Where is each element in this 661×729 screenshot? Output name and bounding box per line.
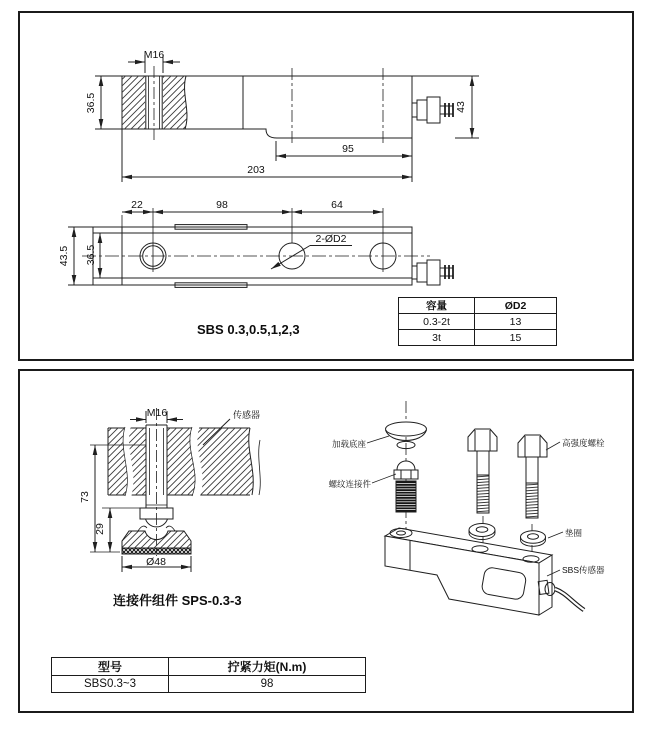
- exploded-assembly-view: [328, 401, 605, 615]
- torque-table: [51, 657, 366, 693]
- cable-connector-plan: [412, 260, 453, 285]
- dim-m16-foot: [130, 407, 183, 423]
- high-strength-bolt-label: 高强度螺栓: [562, 438, 605, 448]
- dim-label-365-side: 36.5: [85, 92, 97, 114]
- capacity-cell: 3t: [399, 330, 475, 346]
- dim-label-98: 98: [216, 199, 228, 211]
- table-row: [52, 676, 366, 693]
- sbs-sensor-label: SBS传感器: [562, 565, 605, 575]
- sensor-callout-label: 传感器: [233, 410, 261, 420]
- loading-pad-label: 加载底座: [331, 439, 366, 449]
- holes-callout: [271, 233, 352, 269]
- threaded-connector-label: 螺纹连接件: [328, 479, 371, 489]
- dim-label-43: 43: [455, 101, 467, 113]
- foot-base: [122, 531, 191, 548]
- dim-label-m16-foot: M16: [146, 407, 168, 419]
- dim-label-365-plan: 36.5: [85, 244, 97, 266]
- torque-header-cell: 拧紧力矩(N.m): [169, 658, 366, 676]
- hole-header-cell: ØD2: [475, 298, 557, 314]
- table-row: [399, 298, 557, 314]
- model-cell: SBS0.3~3: [52, 676, 169, 693]
- middle-bolt: [468, 429, 497, 513]
- assembly-caption: 连接件组件 SPS-0.3-3: [113, 593, 242, 608]
- foot-pad: [122, 548, 191, 554]
- threaded-connector: [394, 461, 418, 512]
- dim-22-98-64: [122, 199, 383, 212]
- high-strength-bolt: [518, 435, 547, 518]
- dim-label-29: 29: [94, 523, 106, 535]
- dim-label-73: 73: [79, 491, 91, 503]
- dim-label-22: 22: [131, 199, 143, 211]
- dim-95: [276, 141, 412, 161]
- dim-label-dia48: Ø48: [146, 556, 166, 568]
- torque-cell: 98: [169, 676, 366, 693]
- washer-right: [521, 531, 546, 547]
- model-caption: SBS 0.3,0.5,1,2,3: [197, 322, 300, 337]
- dim-label-64: 64: [331, 199, 343, 211]
- dim-dia48: [122, 556, 191, 572]
- capacity-table: [398, 297, 557, 346]
- hole-cell: 15: [475, 330, 557, 346]
- side-view-drawing: [85, 49, 479, 182]
- capacity-cell: 0.3-2t: [399, 314, 475, 330]
- table-row: [399, 314, 557, 330]
- washer-middle: [469, 524, 495, 540]
- plan-view-drawing: [58, 199, 453, 287]
- model-header-cell: 型号: [52, 658, 169, 676]
- dim-label-435: 43.5: [58, 245, 70, 267]
- washer-label: 垫圈: [565, 528, 583, 538]
- table-row: [399, 330, 557, 346]
- dim-label-m16: M16: [143, 49, 165, 61]
- capacity-header-cell: 容量: [399, 298, 475, 314]
- dim-label-95: 95: [342, 143, 354, 155]
- holes-callout-label: 2-ØD2: [315, 233, 347, 245]
- dim-label-203: 203: [247, 164, 265, 176]
- cable-connector-side: [412, 97, 453, 123]
- table-row: [52, 658, 366, 676]
- foot-mount-view: [79, 407, 260, 572]
- loadcell-3d-body: [385, 528, 584, 615]
- hole-cell: 13: [475, 314, 557, 330]
- dim-365-side: [85, 76, 122, 129]
